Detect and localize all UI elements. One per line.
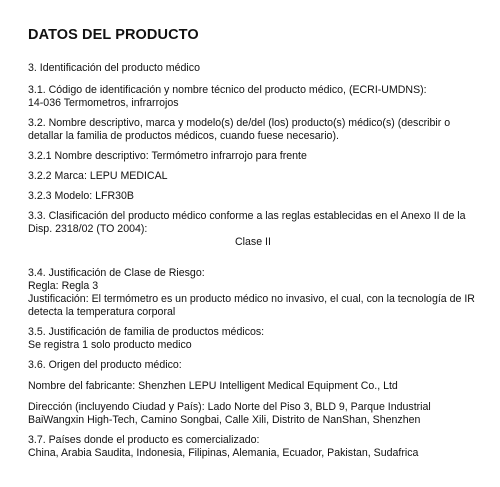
section-3-7-heading: 3.7. Países donde el producto es comercializado: bbox=[28, 434, 260, 446]
section-3-7-countries: China, Arabia Saudita, Indonesia, Filipinas, Alemania, Ecuador, Pakistan, Sudafrica bbox=[28, 447, 419, 459]
section-3-4-heading: 3.4. Justificación de Clase de Riesgo: bbox=[28, 267, 205, 279]
section-3-3-line-2: Disp. 2318/02 (TO 2004): bbox=[28, 223, 148, 235]
section-3-2-1: 3.2.1 Nombre descriptivo: Termómetro infrarrojo para frente bbox=[28, 150, 307, 162]
section-3-6-heading: 3.6. Origen del producto médico: bbox=[28, 359, 182, 371]
section-3-heading: 3. Identificación del producto médico bbox=[28, 62, 200, 74]
section-3-5-heading: 3.5. Justificación de familia de productos médicos: bbox=[28, 326, 265, 338]
section-3-1-line-2: 14-036 Termometros, infrarrojos bbox=[28, 97, 179, 109]
address-line-1: Dirección (incluyendo Ciudad y País): Lado Norte del Piso 3, BLD 9, Parque Industrial bbox=[28, 401, 431, 413]
section-3-1-line-1: 3.1. Código de identificación y nombre técnico del producto médico, (ECRI-UMDNS): bbox=[28, 84, 427, 96]
manufacturer-name: Nombre del fabricante: Shenzhen LEPU Intelligent Medical Equipment Co., Ltd bbox=[28, 380, 398, 392]
section-3-2-2: 3.2.2 Marca: LEPU MEDICAL bbox=[28, 170, 168, 182]
section-3-3-line-1: 3.3. Clasificación del producto médico conforme a las reglas establecidas en el Anexo II de la bbox=[28, 210, 466, 222]
section-3-5-text: Se registra 1 solo producto medico bbox=[28, 339, 192, 351]
document-title: DATOS DEL PRODUCTO bbox=[28, 27, 199, 43]
section-3-4-rule: Regla: Regla 3 bbox=[28, 280, 99, 292]
section-3-2-line-1: 3.2. Nombre descriptivo, marca y modelo(s) de/del (los) producto(s) médico(s) (describir o bbox=[28, 117, 451, 129]
section-3-2-3: 3.2.3 Modelo: LFR30B bbox=[28, 190, 134, 202]
section-3-4-justification-2: detecta la temperatura corporal bbox=[28, 306, 176, 318]
section-3-2-line-2: detallar la familia de productos médicos, cuando fuese necesario). bbox=[28, 130, 339, 142]
section-3-3-class: Clase II bbox=[235, 236, 271, 248]
section-3-4-justification-1: Justificación: El termómetro es un producto médico no invasivo, el cual, con la tecnología de IR bbox=[28, 293, 475, 305]
address-line-2: BaiWangxin High-Tech, Camino Songbai, Calle Xili, Distrito de NanShan, Shenzhen bbox=[28, 414, 421, 426]
